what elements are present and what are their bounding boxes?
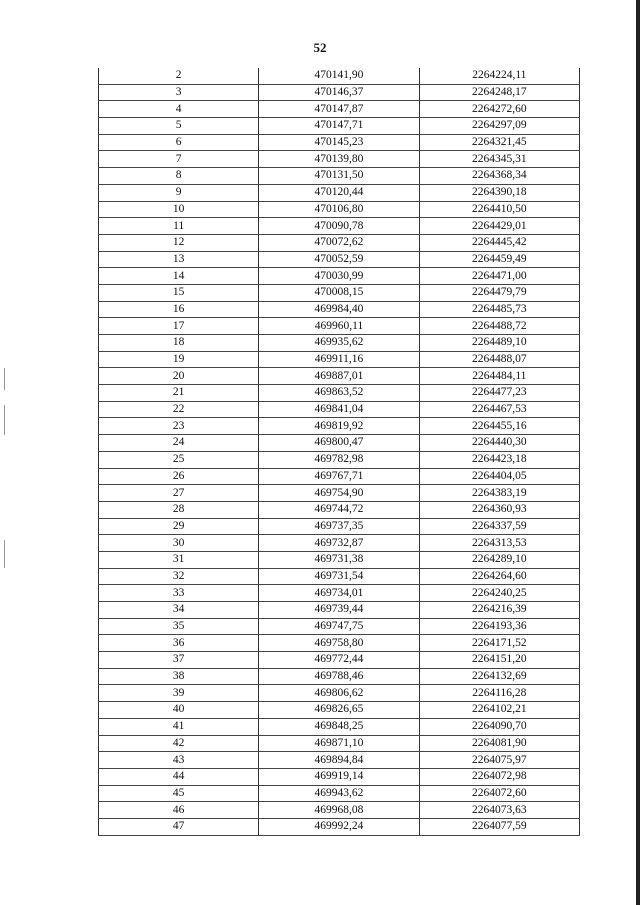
y-coordinate-cell: 2264077,59 xyxy=(419,818,579,835)
table-row xyxy=(99,184,580,201)
table-row xyxy=(99,685,580,702)
table-row xyxy=(99,168,580,185)
x-coordinate-cell: 470090,78 xyxy=(259,218,419,235)
point-number-cell: 26 xyxy=(99,468,259,485)
y-coordinate-cell: 2264289,10 xyxy=(419,551,579,568)
point-number-cell: 23 xyxy=(99,418,259,435)
y-coordinate-cell: 2264240,25 xyxy=(419,585,579,602)
table-row xyxy=(99,401,580,418)
table-row xyxy=(99,301,580,318)
x-coordinate-cell: 469767,71 xyxy=(259,468,419,485)
y-coordinate-cell: 2264090,70 xyxy=(419,718,579,735)
table-body xyxy=(99,68,580,835)
table-row xyxy=(99,752,580,769)
point-number-cell: 35 xyxy=(99,618,259,635)
y-coordinate-cell: 2264467,53 xyxy=(419,401,579,418)
y-coordinate-cell: 2264081,90 xyxy=(419,735,579,752)
point-number-cell: 42 xyxy=(99,735,259,752)
table-row xyxy=(99,435,580,452)
x-coordinate-cell: 469935,62 xyxy=(259,335,419,352)
point-number-cell: 37 xyxy=(99,652,259,669)
y-coordinate-cell: 2264116,28 xyxy=(419,685,579,702)
point-number-cell: 4 xyxy=(99,101,259,118)
point-number-cell: 14 xyxy=(99,268,259,285)
table-row xyxy=(99,735,580,752)
x-coordinate-cell: 469734,01 xyxy=(259,585,419,602)
y-coordinate-cell: 2264313,53 xyxy=(419,535,579,552)
y-coordinate-cell: 2264368,34 xyxy=(419,168,579,185)
table-row xyxy=(99,251,580,268)
y-coordinate-cell: 2264072,60 xyxy=(419,785,579,802)
x-coordinate-cell: 469737,35 xyxy=(259,518,419,535)
table-row xyxy=(99,451,580,468)
y-coordinate-cell: 2264297,09 xyxy=(419,118,579,135)
y-coordinate-cell: 2264471,00 xyxy=(419,268,579,285)
x-coordinate-cell: 469863,52 xyxy=(259,385,419,402)
x-coordinate-cell: 469887,01 xyxy=(259,368,419,385)
point-number-cell: 38 xyxy=(99,668,259,685)
x-coordinate-cell: 470106,80 xyxy=(259,201,419,218)
point-number-cell: 13 xyxy=(99,251,259,268)
x-coordinate-cell: 470146,37 xyxy=(259,84,419,101)
x-coordinate-cell: 470139,80 xyxy=(259,151,419,168)
point-number-cell: 36 xyxy=(99,635,259,652)
y-coordinate-cell: 2264072,98 xyxy=(419,768,579,785)
table-row xyxy=(99,485,580,502)
x-coordinate-cell: 469984,40 xyxy=(259,301,419,318)
point-number-cell: 43 xyxy=(99,752,259,769)
point-number-cell: 3 xyxy=(99,84,259,101)
table-row xyxy=(99,785,580,802)
table-row xyxy=(99,68,580,84)
x-coordinate-cell: 469943,62 xyxy=(259,785,419,802)
x-coordinate-cell: 470145,23 xyxy=(259,134,419,151)
point-number-cell: 32 xyxy=(99,568,259,585)
point-number-cell: 45 xyxy=(99,785,259,802)
margin-mark xyxy=(4,540,5,568)
point-number-cell: 47 xyxy=(99,818,259,835)
y-coordinate-cell: 2264075,97 xyxy=(419,752,579,769)
x-coordinate-cell: 469732,87 xyxy=(259,535,419,552)
table-row xyxy=(99,84,580,101)
x-coordinate-cell: 469800,47 xyxy=(259,435,419,452)
x-coordinate-cell: 469894,84 xyxy=(259,752,419,769)
point-number-cell: 10 xyxy=(99,201,259,218)
y-coordinate-cell: 2264459,49 xyxy=(419,251,579,268)
y-coordinate-cell: 2264151,20 xyxy=(419,652,579,669)
margin-mark xyxy=(4,405,5,435)
table-row xyxy=(99,618,580,635)
point-number-cell: 8 xyxy=(99,168,259,185)
x-coordinate-cell: 469788,46 xyxy=(259,668,419,685)
table-row xyxy=(99,335,580,352)
point-number-cell: 31 xyxy=(99,551,259,568)
table-row xyxy=(99,151,580,168)
y-coordinate-cell: 2264132,69 xyxy=(419,668,579,685)
x-coordinate-cell: 469782,98 xyxy=(259,451,419,468)
point-number-cell: 28 xyxy=(99,501,259,518)
x-coordinate-cell: 469744,72 xyxy=(259,501,419,518)
table-row xyxy=(99,635,580,652)
point-number-cell: 27 xyxy=(99,485,259,502)
point-number-cell: 44 xyxy=(99,768,259,785)
x-coordinate-cell: 469871,10 xyxy=(259,735,419,752)
point-number-cell: 12 xyxy=(99,234,259,251)
table-row xyxy=(99,535,580,552)
table-row xyxy=(99,551,580,568)
table-row xyxy=(99,518,580,535)
y-coordinate-cell: 2264383,19 xyxy=(419,485,579,502)
x-coordinate-cell: 469992,24 xyxy=(259,818,419,835)
y-coordinate-cell: 2264488,72 xyxy=(419,318,579,335)
x-coordinate-cell: 469739,44 xyxy=(259,602,419,619)
x-coordinate-cell: 469960,11 xyxy=(259,318,419,335)
point-number-cell: 17 xyxy=(99,318,259,335)
point-number-cell: 15 xyxy=(99,284,259,301)
y-coordinate-cell: 2264248,17 xyxy=(419,84,579,101)
y-coordinate-cell: 2264321,45 xyxy=(419,134,579,151)
y-coordinate-cell: 2264360,93 xyxy=(419,501,579,518)
x-coordinate-cell: 470008,15 xyxy=(259,284,419,301)
x-coordinate-cell: 469919,14 xyxy=(259,768,419,785)
table-row xyxy=(99,118,580,135)
y-coordinate-cell: 2264404,05 xyxy=(419,468,579,485)
table-row xyxy=(99,418,580,435)
x-coordinate-cell: 469819,92 xyxy=(259,418,419,435)
table-row xyxy=(99,585,580,602)
point-number-cell: 34 xyxy=(99,602,259,619)
point-number-cell: 22 xyxy=(99,401,259,418)
table-row xyxy=(99,318,580,335)
y-coordinate-cell: 2264224,11 xyxy=(419,68,579,84)
x-coordinate-cell: 470030,99 xyxy=(259,268,419,285)
point-number-cell: 9 xyxy=(99,184,259,201)
y-coordinate-cell: 2264477,23 xyxy=(419,385,579,402)
table-row xyxy=(99,702,580,719)
y-coordinate-cell: 2264345,31 xyxy=(419,151,579,168)
table-row xyxy=(99,218,580,235)
table-row xyxy=(99,351,580,368)
y-coordinate-cell: 2264216,39 xyxy=(419,602,579,619)
y-coordinate-cell: 2264423,18 xyxy=(419,451,579,468)
table-row xyxy=(99,501,580,518)
y-coordinate-cell: 2264429,01 xyxy=(419,218,579,235)
y-coordinate-cell: 2264337,59 xyxy=(419,518,579,535)
table-row xyxy=(99,802,580,819)
point-number-cell: 24 xyxy=(99,435,259,452)
x-coordinate-cell: 469848,25 xyxy=(259,718,419,735)
table-row xyxy=(99,652,580,669)
x-coordinate-cell: 469806,62 xyxy=(259,685,419,702)
x-coordinate-cell: 469731,38 xyxy=(259,551,419,568)
y-coordinate-cell: 2264489,10 xyxy=(419,335,579,352)
table-row xyxy=(99,201,580,218)
y-coordinate-cell: 2264102,21 xyxy=(419,702,579,719)
x-coordinate-cell: 469826,65 xyxy=(259,702,419,719)
point-number-cell: 40 xyxy=(99,702,259,719)
scan-edge xyxy=(636,0,640,905)
point-number-cell: 29 xyxy=(99,518,259,535)
table-row xyxy=(99,385,580,402)
point-number-cell: 11 xyxy=(99,218,259,235)
table-row xyxy=(99,818,580,835)
x-coordinate-cell: 470120,44 xyxy=(259,184,419,201)
y-coordinate-cell: 2264390,18 xyxy=(419,184,579,201)
x-coordinate-cell: 469747,75 xyxy=(259,618,419,635)
table-row xyxy=(99,134,580,151)
point-number-cell: 41 xyxy=(99,718,259,735)
table-row xyxy=(99,568,580,585)
point-number-cell: 7 xyxy=(99,151,259,168)
point-number-cell: 5 xyxy=(99,118,259,135)
x-coordinate-cell: 469968,08 xyxy=(259,802,419,819)
table-row xyxy=(99,234,580,251)
point-number-cell: 19 xyxy=(99,351,259,368)
point-number-cell: 25 xyxy=(99,451,259,468)
point-number-cell: 30 xyxy=(99,535,259,552)
y-coordinate-cell: 2264484,11 xyxy=(419,368,579,385)
x-coordinate-cell: 469731,54 xyxy=(259,568,419,585)
x-coordinate-cell: 470141,90 xyxy=(259,68,419,84)
table-row xyxy=(99,602,580,619)
point-number-cell: 20 xyxy=(99,368,259,385)
point-number-cell: 18 xyxy=(99,335,259,352)
x-coordinate-cell: 469772,44 xyxy=(259,652,419,669)
point-number-cell: 39 xyxy=(99,685,259,702)
table-row xyxy=(99,768,580,785)
x-coordinate-cell: 469841,04 xyxy=(259,401,419,418)
y-coordinate-cell: 2264485,73 xyxy=(419,301,579,318)
point-number-cell: 2 xyxy=(99,68,259,84)
table-row xyxy=(99,368,580,385)
x-coordinate-cell: 469911,16 xyxy=(259,351,419,368)
point-number-cell: 21 xyxy=(99,385,259,402)
y-coordinate-cell: 2264073,63 xyxy=(419,802,579,819)
table-row xyxy=(99,668,580,685)
table-row xyxy=(99,101,580,118)
point-number-cell: 16 xyxy=(99,301,259,318)
x-coordinate-cell: 470131,50 xyxy=(259,168,419,185)
y-coordinate-cell: 2264171,52 xyxy=(419,635,579,652)
y-coordinate-cell: 2264193,36 xyxy=(419,618,579,635)
coordinates-table xyxy=(98,68,580,836)
y-coordinate-cell: 2264479,79 xyxy=(419,284,579,301)
y-coordinate-cell: 2264264,60 xyxy=(419,568,579,585)
y-coordinate-cell: 2264272,60 xyxy=(419,101,579,118)
point-number-cell: 46 xyxy=(99,802,259,819)
page-number: 52 xyxy=(313,40,327,55)
y-coordinate-cell: 2264440,30 xyxy=(419,435,579,452)
point-number-cell: 33 xyxy=(99,585,259,602)
x-coordinate-cell: 469754,90 xyxy=(259,485,419,502)
margin-mark xyxy=(4,368,5,390)
y-coordinate-cell: 2264455,16 xyxy=(419,418,579,435)
x-coordinate-cell: 469758,80 xyxy=(259,635,419,652)
point-number-cell: 6 xyxy=(99,134,259,151)
table-row xyxy=(99,284,580,301)
x-coordinate-cell: 470147,71 xyxy=(259,118,419,135)
y-coordinate-cell: 2264445,42 xyxy=(419,234,579,251)
table-row xyxy=(99,718,580,735)
y-coordinate-cell: 2264488,07 xyxy=(419,351,579,368)
table-row xyxy=(99,468,580,485)
y-coordinate-cell: 2264410,50 xyxy=(419,201,579,218)
x-coordinate-cell: 470147,87 xyxy=(259,101,419,118)
table-row xyxy=(99,268,580,285)
x-coordinate-cell: 470052,59 xyxy=(259,251,419,268)
x-coordinate-cell: 470072,62 xyxy=(259,234,419,251)
